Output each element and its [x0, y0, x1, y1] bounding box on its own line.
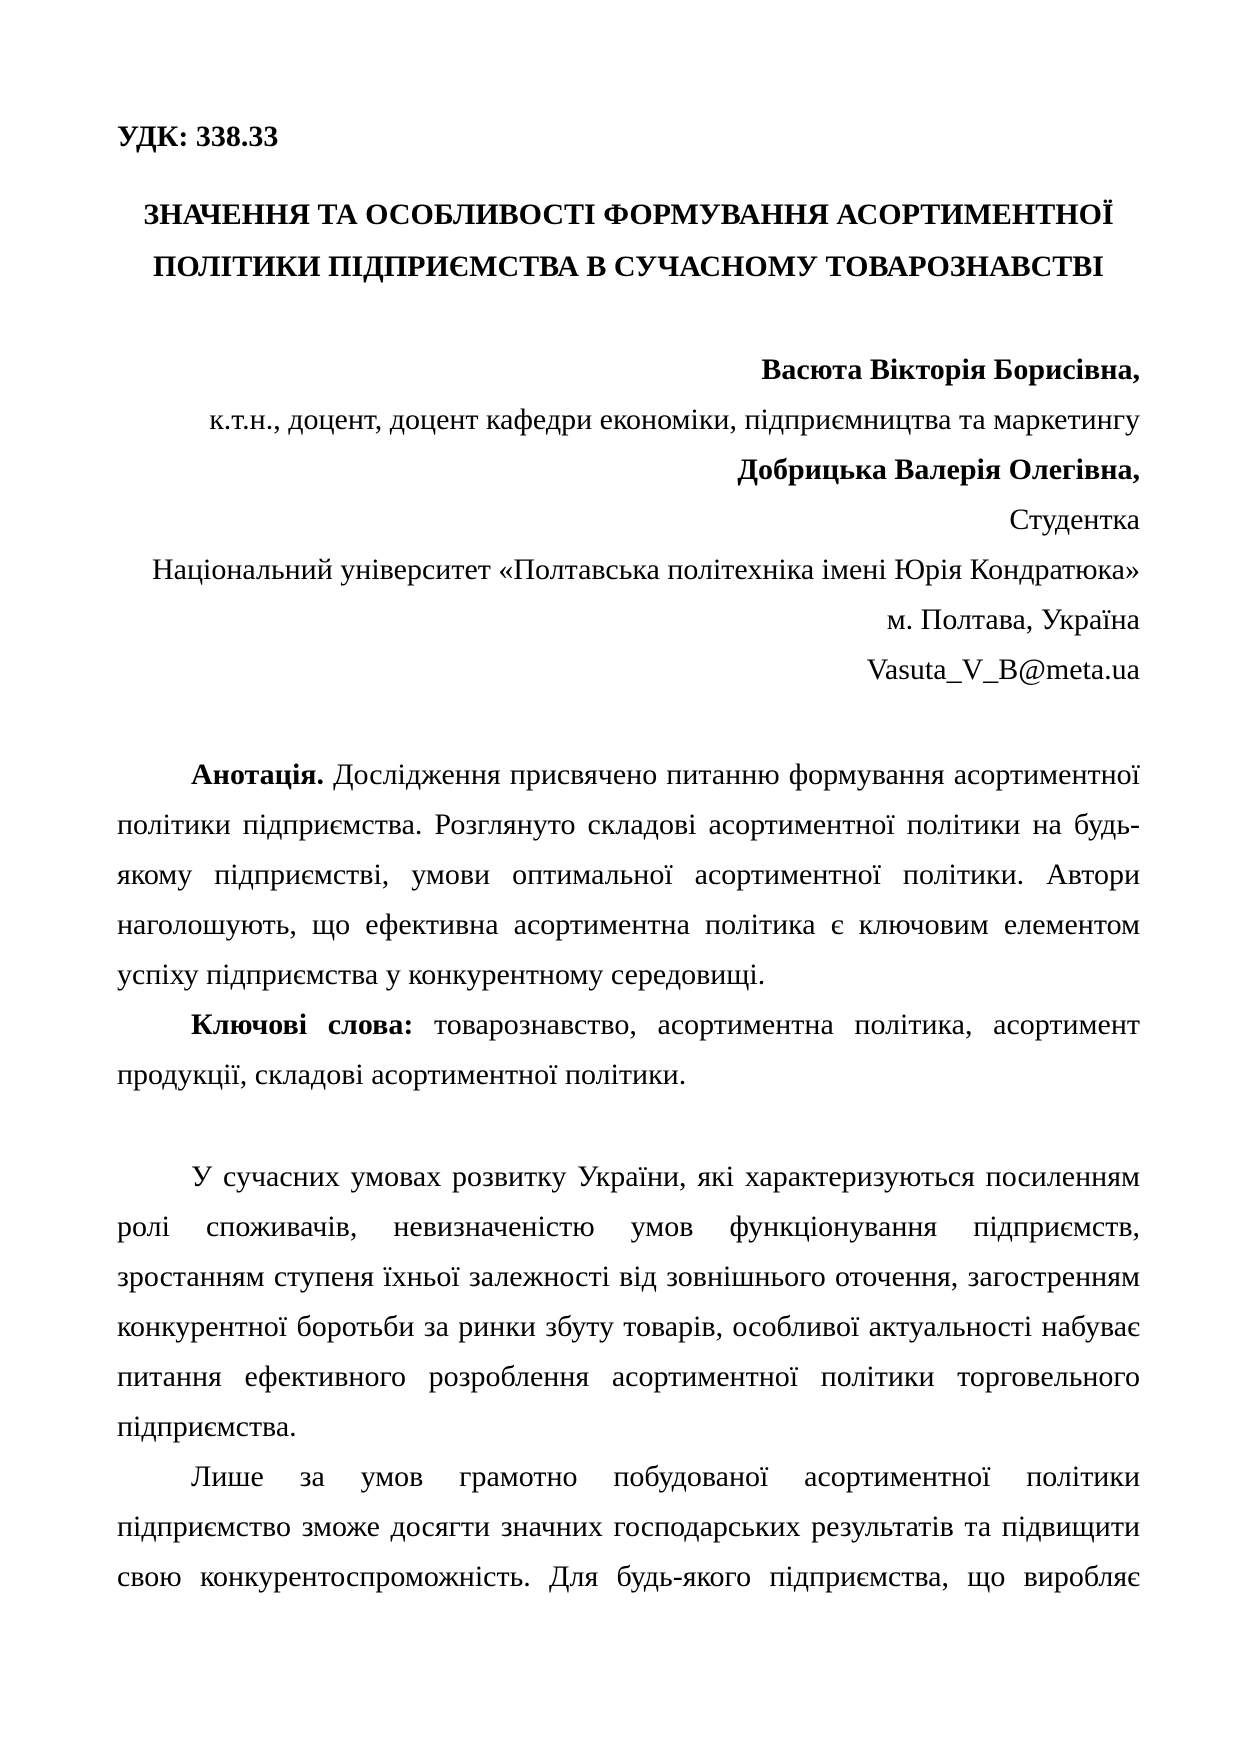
keywords-text: товарознавство, асортиментна політика, асортимент продукції, складові асортиментної політики.: [117, 1008, 1141, 1091]
author-block: [117, 345, 1140, 695]
keywords-paragraph: [117, 1000, 1140, 1100]
email-address: Vasuta_V_B@meta.ua: [866, 653, 1140, 686]
abstract-section: [117, 750, 1140, 1100]
article-title-line-2: ПОЛІТИКИ ПІДПРИЄМСТВА В СУЧАСНОМУ ТОВАРОЗНАВСТВІ: [153, 250, 1104, 283]
abstract-label: Анотація.: [191, 758, 325, 791]
udc-code: УДК: 338.33: [117, 120, 279, 153]
body-paragraph-1: У сучасних умовах розвитку України, які характеризуються посиленням ролі споживачів, невизначеністю умов функціонування підприємств, зростанням ступеня їхньої залежності від зовнішнього оточення, загостренням конкурентної боротьби за ринки збуту товарів, особливої актуальності набуває питання ефективного розроблення асортиментної політики торговельного підприємства.: [117, 1160, 1140, 1443]
keywords-label: Ключові слова:: [191, 1008, 414, 1041]
body-paragraph-2: Лише за умов грамотно побудованої асортиментної політики підприємство зможе досягти значних господарських результатів та підвищити свою конкурентоспроможність. Для будь-якого підприємства, що виробляє: [117, 1460, 1140, 1593]
author-1-name: Васюта Вікторія Борисівна,: [761, 353, 1140, 386]
article-body: [117, 1152, 1140, 1602]
abstract-text: Дослідження присвячено питанню формування асортиментної політики підприємства. Розглянуто складові асортиментної політики на будь-якому підприємстві, умови оптимальної асортиментної політики. Автори наголошують, що ефективна асортиментна політика є ключовим елементом успіху підприємства у конкурентному середовищі.: [117, 758, 1140, 991]
article-title: [117, 189, 1140, 293]
university-name: Національний університет «Полтавська політехніка імені Юрія Кондратюка»: [151, 553, 1140, 586]
abstract-paragraph: [117, 750, 1140, 1000]
author-2-role: Студентка: [1009, 503, 1140, 536]
city-country: м. Полтава, Україна: [886, 603, 1140, 636]
article-title-line-1: ЗНАЧЕННЯ ТА ОСОБЛИВОСТІ ФОРМУВАННЯ АСОРТИМЕНТНОЇ: [143, 198, 1114, 231]
author-2-name: Добрицька Валерія Олегівна,: [737, 453, 1140, 486]
author-1-affiliation: к.т.н., доцент, доцент кафедри економіки, підприємництва та маркетингу: [209, 403, 1140, 436]
